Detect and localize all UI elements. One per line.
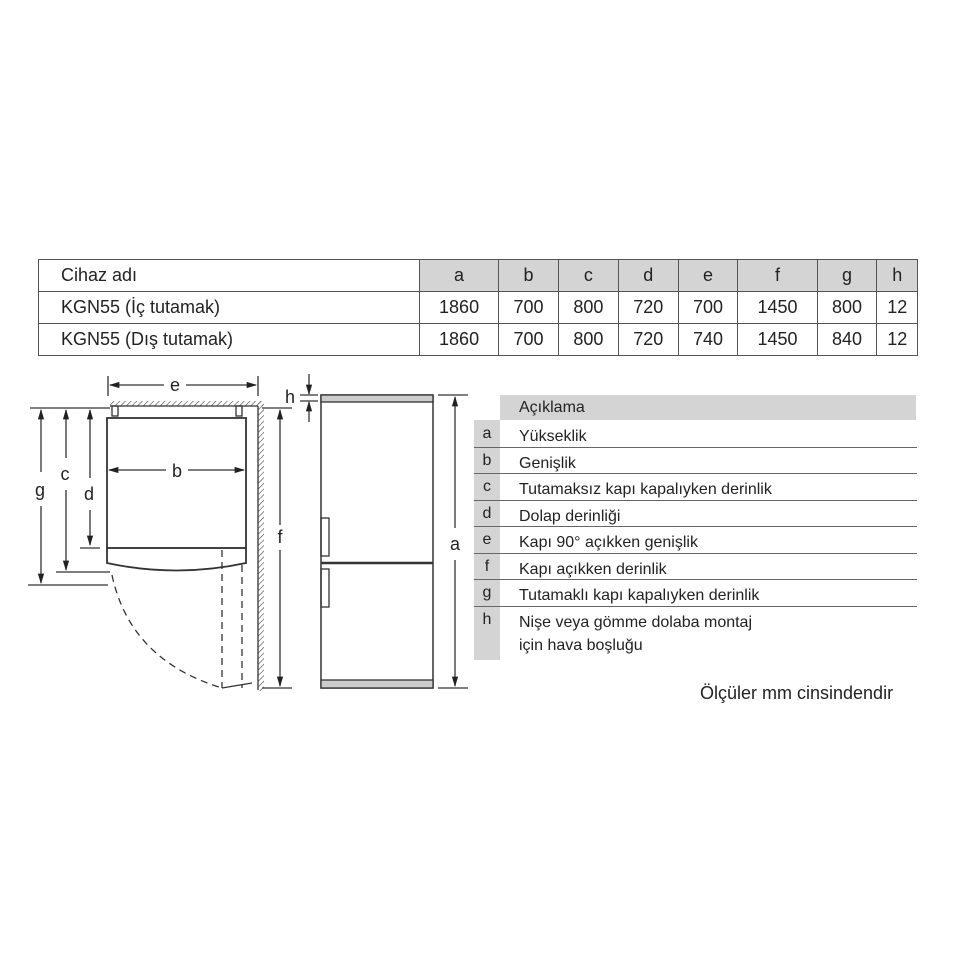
legend-key: g <box>482 584 492 601</box>
label-b: b <box>171 461 183 481</box>
legend-key: f <box>484 558 490 575</box>
cell: 700 <box>678 292 738 324</box>
cell: 12 <box>877 324 918 356</box>
legend-key: h <box>482 611 492 628</box>
legend-key: c <box>483 478 491 495</box>
row-name: KGN55 (Dış tutamak) <box>39 324 420 356</box>
label-d: d <box>83 484 95 504</box>
legend-item <box>474 448 917 474</box>
legend-text <box>519 611 752 657</box>
header-col: e <box>678 260 738 292</box>
wall-top <box>110 401 263 406</box>
label-a: a <box>449 534 461 554</box>
legend-item <box>474 421 917 448</box>
legend-item <box>474 554 917 580</box>
cell: 740 <box>678 324 738 356</box>
header-col: a <box>420 260 499 292</box>
header-col: g <box>817 260 877 292</box>
cell: 1860 <box>420 292 499 324</box>
door-closed <box>107 548 246 571</box>
header-col: c <box>558 260 618 292</box>
legend-text: Tutamaklı kapı kapalıyken derinlik <box>519 587 760 604</box>
header-device-name: Cihaz adı <box>39 260 420 292</box>
legend-text-line1: Nişe veya gömme dolaba montaj <box>519 614 753 631</box>
cell: 840 <box>817 324 877 356</box>
legend-title: Açıklama <box>519 399 585 416</box>
cell: 800 <box>558 292 618 324</box>
legend-key: a <box>482 425 492 442</box>
cell: 1450 <box>738 292 817 324</box>
legend-key: b <box>482 452 492 469</box>
cell: 800 <box>817 292 877 324</box>
legend-text-line2: için hava boşluğu <box>519 637 643 654</box>
label-c: c <box>60 464 70 484</box>
cell: 720 <box>618 292 678 324</box>
upper-door-handle <box>321 518 329 556</box>
legend-item <box>474 580 917 607</box>
legend-key: d <box>482 505 492 522</box>
cell: 1450 <box>738 324 817 356</box>
label-e: e <box>169 375 181 395</box>
wall-side <box>258 401 264 691</box>
cell: 12 <box>877 292 918 324</box>
legend-item <box>474 527 917 554</box>
legend-text: Yükseklik <box>519 428 587 445</box>
legend-text: Tutamaksız kapı kapalıyken derinlik <box>519 481 772 498</box>
legend-item <box>474 501 917 527</box>
label-f: f <box>277 527 283 547</box>
lower-door-handle <box>321 569 329 607</box>
label-g: g <box>34 480 46 500</box>
legend-item <box>474 474 917 501</box>
cell: 700 <box>499 324 559 356</box>
legend-text: Genişlik <box>519 455 576 472</box>
header-col: f <box>738 260 817 292</box>
legend-text: Dolap derinliği <box>519 508 621 525</box>
legend-text: Kapı 90° açıkken genişlik <box>519 534 698 551</box>
fridge-front-view <box>321 395 433 688</box>
header-col: d <box>618 260 678 292</box>
units-note: Ölçüler mm cinsindendir <box>700 683 894 703</box>
label-h: h <box>284 387 296 407</box>
cell: 1860 <box>420 324 499 356</box>
row-name: KGN55 (İç tutamak) <box>39 292 420 324</box>
door-swing-arc <box>112 575 222 688</box>
legend-key: e <box>482 531 492 548</box>
legend-text: Kapı açıkken derinlik <box>519 561 667 578</box>
header-col: h <box>877 260 918 292</box>
cell: 720 <box>618 324 678 356</box>
header-col: b <box>499 260 559 292</box>
cell: 800 <box>558 324 618 356</box>
cell: 700 <box>499 292 559 324</box>
legend-item <box>474 607 917 659</box>
legend-header <box>500 395 916 420</box>
fridge-body-top-view <box>107 418 246 548</box>
